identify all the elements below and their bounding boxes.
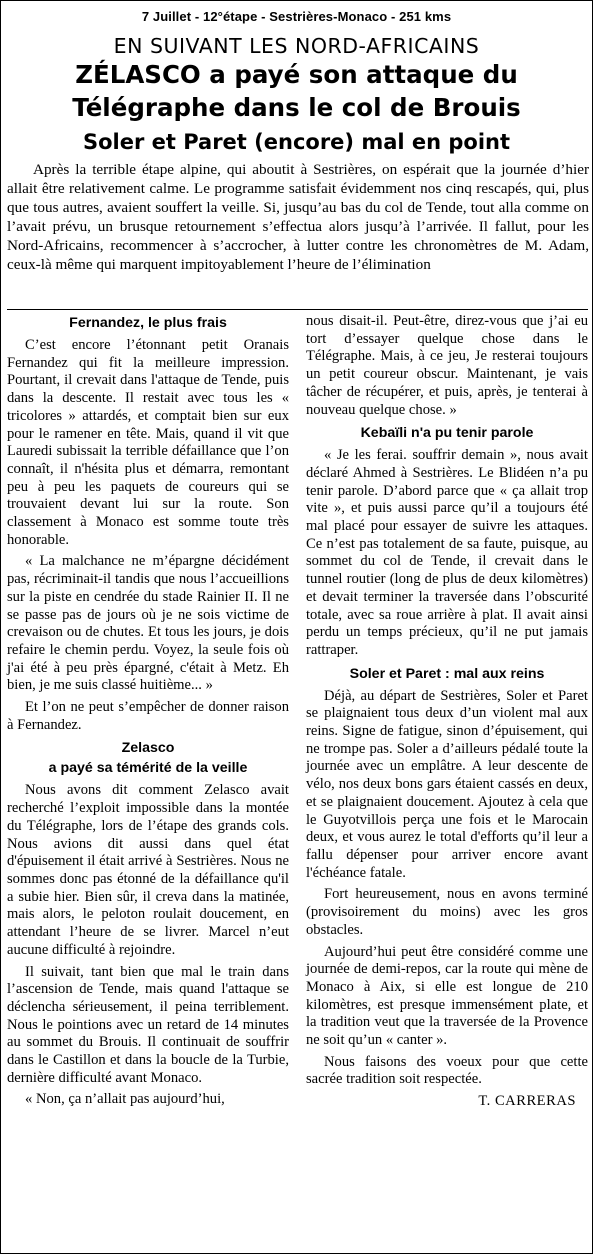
paragraph: Nous faisons des voeux pour que cette sacrée tradition soit respectée. xyxy=(306,1053,588,1088)
paragraph: Et l’on ne peut s’empêcher de donner raison à Fernandez. xyxy=(7,699,289,733)
paragraph: Fort heureusement, nous en avons terminé (provisoirement du moins) avec les gros obstacles. xyxy=(306,886,588,938)
subheading-fernandez: Fernandez, le plus frais xyxy=(69,315,227,331)
right-column xyxy=(306,313,588,1111)
paragraph: « La malchance ne m’épargne décidément pas, récriminait-il tandis que nous l’accueillions sur la piste en cendrée du stade Rainier II. Il ne se passe pas de jours où je ne sois victime de crevaison ou de chutes. Et tous les jours, je dois refaire le chemin perdu. Voyez, la seule fois où j'ai été à peu près épargné, c'était à Metz. Eh bien, je me suis classé huitième... » xyxy=(7,553,289,694)
headline-line-3: Soler et Paret (encore) mal en point xyxy=(82,130,511,154)
headline-line-1: ZÉLASCO a payé son attaque du xyxy=(75,60,518,89)
subheading-zelasco: Zelasco xyxy=(121,740,175,757)
paragraph: Aujourd’hui peut être considéré comme une journée de demi-repos, car la route qui mène de Monaco à Aix, si elle est longue de 210 kilomètres, est presque immensément plate, et la tradition veut que la traversée de la Provence ne soit qu’un « canter ». xyxy=(306,943,588,1049)
section-divider xyxy=(7,309,588,310)
paragraph: Il suivait, tant bien que mal le train dans l’ascension de Tende, mais quand l'attaque se déclencha sérieusement, il peina terriblement. Nous le pointions avec un retard de 14 minutes au sommet du Brouis. Il continuait de souffrir dans le Castillon et dans la boucle de la Turbie, dernière difficulté avant Monaco. xyxy=(7,963,289,1086)
subheading-kebaili: Kebaïli n'a pu tenir parole xyxy=(360,425,534,442)
headline-line-2: Télégraphe dans le col de Brouis xyxy=(72,93,521,122)
paragraph: nous disait-il. Peut-être, direz-vous que j’ai eu tort d’essayer quelque chose dans le Télégraphe. Mais, à ce jeu, Je resterai toujours un petit coureur obscur. Maintenant, je vais tâcher de récupérer, et puis, après, je tenterai à nouveau quelque chose. » xyxy=(306,313,588,418)
dateline: 7 Juillet - 12°étape - Sestrières-Monaco - 251 kms xyxy=(141,9,452,24)
author-signature: T. CARRERAS xyxy=(478,1093,576,1110)
left-column xyxy=(7,313,289,1113)
paragraph: C’est encore l’étonnant petit Oranais Fernandez qui fit la meilleure impression. Pourtant, il crevait dans l'attaque de Tende, puis dans la descente. Il restait avec tous les « tricolores » attardés, et comptait bien sur eux pour le ramener en tête. Mais, quand il vit que Lauredi subissait la terrible défaillance que l’on connaît, il n'hésita plus et démarra, remontant peu à peu les paquets de coureurs qui se trouvaient devant lui sur la route. Son classement à Monaco est somme toute très honorable. xyxy=(7,337,289,548)
paragraph: « Je les ferai. souffrir demain », nous avait déclaré Ahmed à Sestrières. Le Blidéen n’a pu tenir parole. D’abord parce que « ça allait trop vite », et puis aussi parce qu’il a toujours été mal placé pour essayer de suivre les attaques. Ce n’est pas totalement de sa faute, puisque, au sommet du col de Tende, il crevait dans le tunnel routier (long de plus de deux kilomètres) et devait terminer la traversée dans l’obscurité totale, avec sa roue arrière à plat. Il avait ainsi perdu un temps précieux, qu’il ne put jamais rattraper. xyxy=(306,447,588,658)
subheading-soler-paret: Soler et Paret : mal aux reins xyxy=(349,665,545,682)
paragraph: Nous avons dit comment Zelasco avait recherché l’exploit impossible dans la montée du Télégraphe, lors de l’étape des grands cols. Nous avions dit aussi dans quel état d'épuisement il était arrivé à Sestrières. Nous ne sommes donc pas étonné de la défaillance qu'il a subie hier. Bien sûr, il creva dans la matinée, mais alors, le peloton roulait doucement, en attendant l’heure de se livrer. Marcel n’eut aucune difficulté à rejoindre. xyxy=(7,782,289,958)
subheading-zelasco-line-2: a payé sa témérité de la veille xyxy=(48,760,248,777)
intro-paragraph: Après la terrible étape alpine, qui aboutit à Sestrières, on espérait que la journée d’hier allait être relativement calme. Le programme satisfait évidemment nos cinq rescapés, qui, plus que tous autres, avaient souffert la veille. Si, jusqu’au bas du col de Tende, tout alla comme on l’avait prévu, un brusque retournement s’effectua alors jusqu’à l’arrivée. Il fallut, pour les Nord-Africains, recommencer à s’accrocher, à lutter contre les chronomètres de M. Adam, ceux-là même qui marquent impitoyablement l’heure de l’élimination xyxy=(7,161,589,273)
paragraph: Déjà, au départ de Sestrières, Soler et Paret se plaignaient tous deux d’un violent mal aux reins. Signe de fatigue, sinon d’épuisement, qui ne trompe pas. Soler a d’ailleurs pédalé toute la journée avec un emplâtre. A leur descente de vélo, nos deux bons gars étaient cassés en deux, et se plaignaient doucement. Ajoutez à cela que le Guyotvillois perça une fois et le Marocain deux, et vous aurez le total d'efforts qu’il leur a fallu dépenser pour arriver encore avant l'échéance fatale. xyxy=(306,687,588,881)
paragraph: « Non, ça n’allait pas aujourd’hui, xyxy=(25,1091,225,1108)
headline-kicker: EN SUIVANT LES NORD-AFRICAINS xyxy=(113,34,480,58)
